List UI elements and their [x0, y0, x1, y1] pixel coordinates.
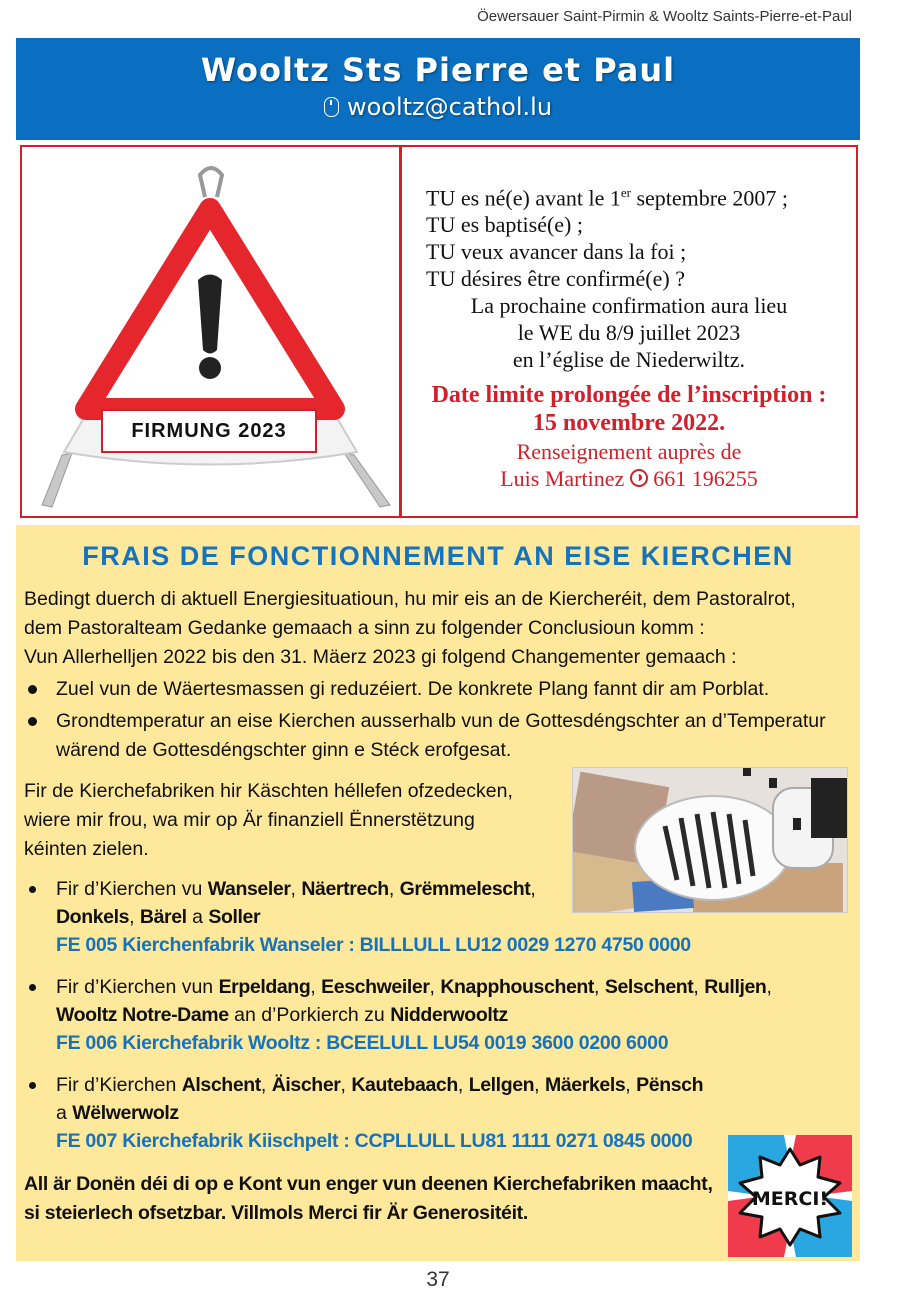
- intro-paragraph: Bedingt duerch di aktuell Energiesituatioun, hu mir eis an de Kiercheréit, dem Pastoralrot, dem Pastoralteam Gedanke gemaach a sinn zu folgender Conclusioun komm : Vun Allerhelljen 2022 bis den 31. Mäerz 2023 gi folgend Changementer gemaach :: [24, 588, 796, 668]
- parish-banner: [16, 38, 860, 140]
- confirmation-date: La prochaine confirmation aura lieu le WE du 8/9 juillet 2023 en l’église de Niederwiltz.: [470, 293, 788, 372]
- list-item: Grondtemperatur an eise Kierchen ausserhalb vun de Gottesdéngschter an d’Temperatur wärend de Gottesdéngschter ginn e Stéck erofgesat.: [24, 707, 854, 765]
- iban-wooltz: FE 006 Kierchefabrik Wooltz : BCEELULL LU54 0019 3600 0200 6000: [56, 1032, 669, 1054]
- condition-2: TU es baptisé(e) ;: [426, 212, 583, 238]
- firmung-section: [20, 145, 858, 518]
- iban-kiischpelt: FE 007 Kierchefabrik Kiischpelt : CCPLLULL LU81 1111 0271 0845 0000: [56, 1130, 693, 1152]
- svg-text:MERCI!: MERCI!: [751, 1188, 829, 1210]
- firmung-label: FIRMUNG 2023: [101, 409, 317, 453]
- condition-3: TU veux avancer dans la foi ;: [426, 239, 687, 265]
- list-item: Zuel vun de Wäertesmassen gi reduzéiert. De konkrete Plang fannt dir am Porblat.: [24, 675, 854, 704]
- changes-list: [24, 675, 854, 768]
- parish-email[interactable]: wooltz@cathol.lu: [346, 93, 553, 121]
- firmung-info-box: [400, 145, 858, 518]
- frais-section: [16, 525, 860, 1261]
- donation-appeal: Fir de Kierchefabriken hir Käschten héllefen ofzedecken, wiere mir frou, wa mir op Är finanziell Ënnerstëtzung kéinten zielen.: [24, 780, 513, 860]
- eligibility-conditions: [426, 179, 788, 292]
- warning-triangle-icon: [22, 147, 399, 516]
- condition-4: TU désires être confirmé(e) ?: [426, 266, 685, 292]
- church-funds-list: [24, 875, 854, 1169]
- fund-item-kiischpelt: Fir d’Kierchen Alschent, Äischer, Kautebaach, Lellgen, Mäerkels, Pënsch a Wëlwerwolz FE 007 Kierchefabrik Kiischpelt : CCPLLULL LU81 1111 0271 0845 0000: [24, 1071, 854, 1155]
- merci-badge: [728, 1135, 852, 1257]
- contact-info: Renseignement auprès de Luis Martinez 661 196255: [500, 439, 758, 491]
- phone-icon: [630, 469, 648, 487]
- section-title: FRAIS DE FONCTIONNEMENT AN EISE KIERCHEN: [82, 541, 794, 571]
- parish-email-line: [16, 93, 860, 121]
- fund-item-wanseler: Fir d’Kierchen vu Wanseler, Näertrech, Grëmmelescht, Donkels, Bärel a Soller FE 005 Kierchenfabrik Wanseler : BILLLULL LU12 0029 1270 4750 0000: [24, 875, 854, 959]
- computer-mouse-icon: [324, 97, 339, 117]
- closing-note: All är Donën déi di op e Kont vun enger vun deenen Kierchefabriken maacht, si steierlech ofsetzbar. Villmols Merci fir Är Generositéit.: [24, 1173, 713, 1224]
- page-number: 37: [426, 1268, 450, 1291]
- fund-item-wooltz: Fir d’Kierchen vun Erpeldang, Eeschweiler, Knapphouschent, Selschent, Rulljen, Wooltz Notre-Dame an d’Porkierch zu Nidderwooltz FE 006 Kierchefabrik Wooltz : BCEELULL LU54 0019 3600 0200 6000: [24, 973, 854, 1057]
- warning-sign-box: [20, 145, 401, 518]
- parish-title: Wooltz Sts Pierre et Paul: [200, 51, 676, 89]
- condition-1: TU es né(e) avant le 1er septembre 2007 ;: [426, 185, 788, 211]
- running-head: Öewersauer Saint-Pirmin & Wooltz Saints-Pierre-et-Paul: [477, 8, 852, 25]
- contact-name: Luis Martinez: [500, 466, 625, 491]
- iban-wanseler: FE 005 Kierchenfabrik Wanseler : BILLLULL LU12 0029 1270 4750 0000: [56, 934, 691, 956]
- contact-phone[interactable]: 661 196255: [653, 466, 758, 491]
- registration-deadline: Date limite prolongée de l’inscription : 15 novembre 2022.: [431, 382, 827, 436]
